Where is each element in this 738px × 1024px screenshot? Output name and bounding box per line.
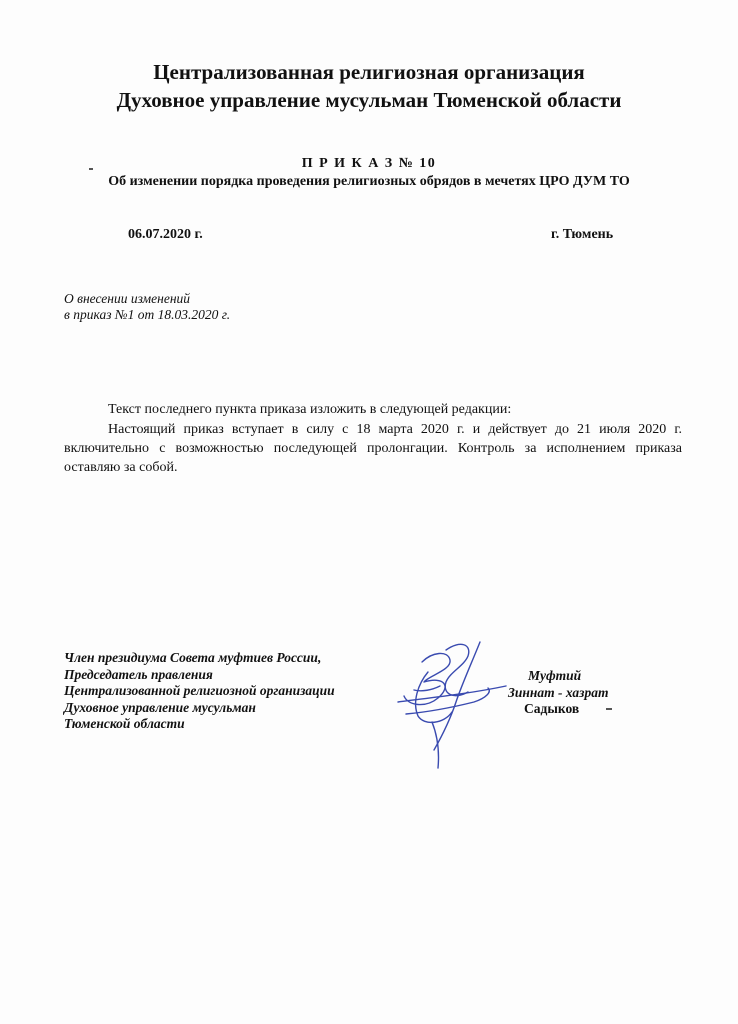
- handwritten-signature: [388, 632, 518, 772]
- signatory-line-4: Духовное управление мусульман: [64, 699, 256, 715]
- signature-stroke-3: [445, 644, 469, 695]
- signature-stroke-7: [432, 722, 439, 768]
- amendment-note-line2: в приказ №1 от 18.03.2020 г.: [64, 307, 231, 322]
- order-number: П Р И К А З № 10: [301, 156, 437, 171]
- signatory-name-line1: Зиннат - хазрат: [508, 685, 609, 700]
- order-subject: Об изменении порядка проведения религиозных обрядов в мечетях ЦРО ДУМ ТО: [108, 174, 630, 189]
- signature-stroke-5: [398, 686, 506, 702]
- body-paragraph-1: Текст последнего пункта приказа изложить в следующей редакции:: [108, 402, 512, 417]
- order-date: 06.07.2020 г.: [128, 227, 203, 242]
- body-paragraph-2: Настоящий приказ вступает в силу с 18 марта 2020 г. и действует до 21 июля 2020 г. включительно с возможностью последующей пролонгации. Контроль за исполнением приказа оставляю за собой.: [64, 422, 682, 475]
- amendment-note-line1: О внесении изменений: [64, 291, 191, 306]
- signatory-title: Муфтий: [528, 668, 582, 683]
- signatory-line-5: Тюменской области: [64, 716, 185, 731]
- scan-speck: [606, 708, 612, 710]
- order-city: г. Тюмень: [551, 227, 614, 242]
- signature-strokes: [398, 642, 506, 768]
- signatory-name-line2: Садыков: [524, 701, 580, 716]
- signatory-line-2: Председатель правления: [64, 666, 213, 682]
- signatory-position: [64, 650, 335, 733]
- scan-speck: [89, 168, 93, 170]
- org-name-line1: Централизованная религиозная организация: [153, 60, 585, 84]
- signatory-line-1: Член президиума Совета муфтиев России,: [64, 650, 322, 665]
- org-name-line2: Духовное управление мусульман Тюменской области: [116, 88, 622, 112]
- signatory-line-3: Централизованной религиозной организации: [64, 683, 335, 698]
